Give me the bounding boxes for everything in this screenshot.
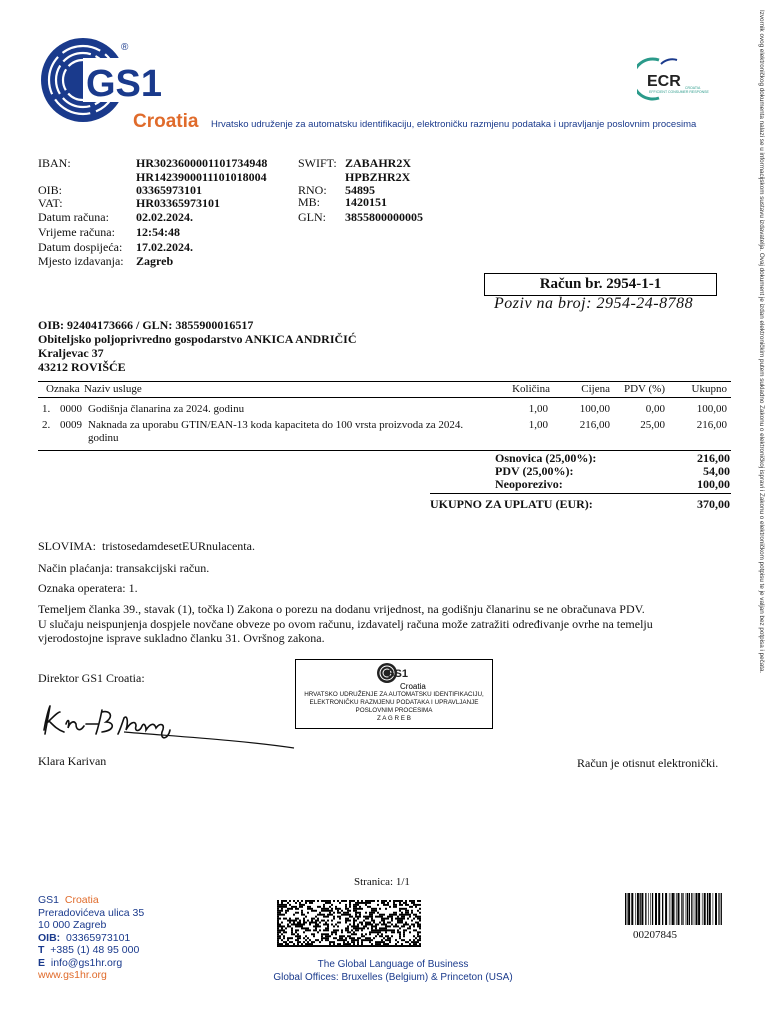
stamp-line-4: Z A G R E B (377, 715, 411, 722)
col-code-header: Oznaka (46, 383, 80, 395)
svg-text:ECR: ECR (647, 73, 681, 90)
due-label: Datum dospijeća: (38, 240, 123, 254)
col-total-header: Ukupno (691, 383, 727, 395)
gln-value: 3855800000005 (345, 210, 423, 224)
place-value: Zagreb (136, 254, 174, 268)
svg-text:GS1: GS1 (86, 63, 163, 105)
row-no: 2. (42, 419, 51, 431)
table-bottom-rule (38, 450, 731, 451)
footer-city: 10 000 Zagreb (38, 919, 107, 931)
svg-text:GS1: GS1 (386, 668, 409, 680)
table-header-rule (38, 397, 731, 398)
slovima-label: SLOVIMA: (38, 539, 97, 553)
row-name-cont: godinu (88, 432, 119, 444)
linear-barcode-icon (624, 893, 724, 925)
stamp-text (300, 691, 488, 723)
totals-rule (430, 493, 731, 494)
stamp-line-1: HRVATSKO UDRUŽENJE ZA AUTOMATSKU IDENTIFIKACIJU, (304, 691, 484, 698)
datamatrix-barcode-icon (277, 900, 421, 947)
vat-total-label: PDV (25,00%): (495, 464, 574, 478)
org-description: Hrvatsko udruženje za automatsku identifikaciju, elektroničku razmjenu podataka i upravljanje poslovnim procesima (211, 119, 697, 130)
signer-name: Klara Karivan (38, 754, 107, 768)
ecr-logo (637, 54, 715, 104)
row-price: 216,00 (579, 419, 610, 431)
footer-web[interactable]: www.gs1hr.org (38, 969, 107, 981)
mb-value: 1420151 (345, 195, 387, 209)
org-name: Croatia (133, 111, 199, 132)
slovima-value: tristosedamdesetEURnulacenta. (102, 539, 255, 553)
amount-in-words (38, 539, 255, 554)
col-name-header: Naziv usluge (84, 383, 142, 395)
legal-note-2: U slučaju neispunjenja dospjele novčane obveze po ovom računu, izdavatelj računa može zatražiti određivanje ovrhe na temelju (38, 617, 653, 631)
side-note (755, 10, 765, 1015)
footer-contact (38, 894, 144, 982)
exempt-label: Neoporezivo: (495, 477, 563, 491)
place-label: Mjesto izdavanja: (38, 254, 124, 268)
table-row (42, 403, 50, 415)
payment-reference: Poziv na broj: 2954-24-8788 (494, 295, 694, 312)
footer-oib: OIB: 03365973101 (38, 931, 131, 944)
barcode-number: 00207845 (633, 929, 677, 941)
buyer-name: Obiteljsko poljoprivredno gospodarstvo ANKICA ANDRIČIĆ (38, 332, 357, 346)
rno-value: 54895 (345, 183, 375, 197)
legal-note-1: Temeljem članka 39., stavak (1), točka l) Zakona o porezu na dodanu vrijednost, na godišnju članarinu se ne obračunava PDV. (38, 602, 645, 616)
grand-total-label: UKUPNO ZA UPLATU (EUR): (430, 497, 593, 511)
due-value: 17.02.2024. (136, 240, 193, 254)
swift-2: HPBZHR2X (345, 170, 411, 184)
row-code: 0000 (60, 403, 82, 415)
vat-label: VAT: (38, 196, 63, 210)
col-price-header: Cijena (581, 383, 610, 395)
stamp-gs1-icon (376, 662, 412, 684)
base-label: Osnovica (25,00%): (495, 451, 597, 465)
buyer-city: 43212 ROVIŠĆE (38, 360, 126, 374)
row-vat: 25,00 (640, 419, 665, 431)
date-value: 02.02.2024. (136, 210, 193, 224)
row-qty: 1,00 (528, 419, 548, 431)
side-note-text: Izvornik ovog elektroničkog dokumenta nalazi se u informacijskom sustavu izdavatelja. Ovaj dokument je izdan elektroničkim putem sukladno Zakonu o elektroničkoj ispravi i Zakonu o elektroničkom potpisu te je valjan bez potpisa i pečata. (758, 10, 765, 674)
iban-2: HR1423900011101018004 (136, 170, 267, 184)
exempt-value: 100,00 (697, 477, 730, 491)
mb-label: MB: (298, 195, 321, 209)
oib-value: 03365973101 (136, 183, 202, 197)
row-total: 100,00 (696, 403, 727, 415)
operator-code: Oznaka operatera: 1. (38, 581, 138, 595)
director-signature (40, 700, 300, 755)
tagline-2: Global Offices: Bruxelles (Belgium) & Princeton (USA) (273, 972, 513, 983)
footer-street: Preradovićeva ulica 35 (38, 906, 145, 919)
row-total: 216,00 (696, 419, 727, 431)
stamp-line-2: ELEKTRONIČKU RAZMJENU PODATAKA I UPRAVLJANJE (309, 699, 479, 706)
footer-tagline (248, 958, 538, 984)
row-qty: 1,00 (528, 403, 548, 415)
invoice-title: Račun br. 2954-1-1 (484, 273, 717, 296)
svg-text:EFFICIENT CONSUMER RESPONSE: EFFICIENT CONSUMER RESPONSE (649, 90, 709, 94)
director-label: Direktor GS1 Croatia: (38, 671, 145, 685)
ecr-logo-icon (637, 54, 715, 104)
tagline-1: The Global Language of Business (317, 959, 469, 970)
date-label: Datum računa: (38, 210, 109, 224)
gln-label: GLN: (298, 210, 326, 224)
row-name: Godišnja članarina za 2024. godinu (88, 403, 245, 415)
table-row (42, 419, 50, 431)
footer-brand-gs1: GS1 (38, 894, 60, 906)
svg-text:CROATIA: CROATIA (685, 86, 701, 90)
base-value: 216,00 (697, 451, 730, 465)
vat-value: HR03365973101 (136, 196, 220, 210)
iban-1: HR3023600001101734948 (136, 156, 268, 170)
col-vat-header: PDV (%) (623, 383, 665, 395)
payment-method: Način plaćanja: transakcijski račun. (38, 561, 210, 575)
footer-brand-croatia: Croatia (64, 894, 99, 906)
rno-label: RNO: (298, 183, 327, 197)
grand-total-value: 370,00 (697, 497, 730, 511)
row-code: 0009 (60, 419, 82, 431)
buyer-ids: OIB: 92404173666 / GLN: 3855900016517 (38, 318, 254, 332)
table-top-rule (38, 381, 731, 382)
col-qty-header: Količina (512, 383, 550, 395)
footer-phone: T +385 (1) 48 95 000 (38, 944, 140, 956)
stamp-line-3: POSLOVNIM PROCESIMA (355, 707, 433, 714)
stamp-croatia: Croatia (400, 682, 426, 691)
page-number: Stranica: 1/1 (354, 876, 410, 888)
row-vat: 0,00 (645, 403, 665, 415)
company-stamp (295, 659, 493, 729)
swift-1: ZABAHR2X (345, 156, 412, 170)
electronic-note: Račun je otisnut elektronički. (577, 756, 719, 770)
swift-label: SWIFT: (298, 156, 337, 170)
row-name: Naknada za uporabu GTIN/EAN-13 koda kapaciteta do 100 vrsta proizvoda za 2024. (88, 419, 464, 431)
row-price: 100,00 (579, 403, 610, 415)
oib-label: OIB: (38, 183, 62, 197)
iban-label: IBAN: (38, 156, 71, 170)
row-no: 1. (42, 403, 51, 415)
time-value: 12:54:48 (136, 225, 180, 239)
footer-brand (38, 894, 144, 907)
svg-text:®: ® (121, 42, 129, 53)
vat-total-value: 54,00 (703, 464, 730, 478)
buyer-street: Kraljevac 37 (38, 346, 104, 360)
time-label: Vrijeme računa: (38, 225, 115, 239)
footer-email[interactable]: E info@gs1hr.org (38, 956, 123, 969)
legal-note-3: vjerodostojne isprave sukladno članku 31. Ovršnog zakona. (38, 631, 325, 645)
